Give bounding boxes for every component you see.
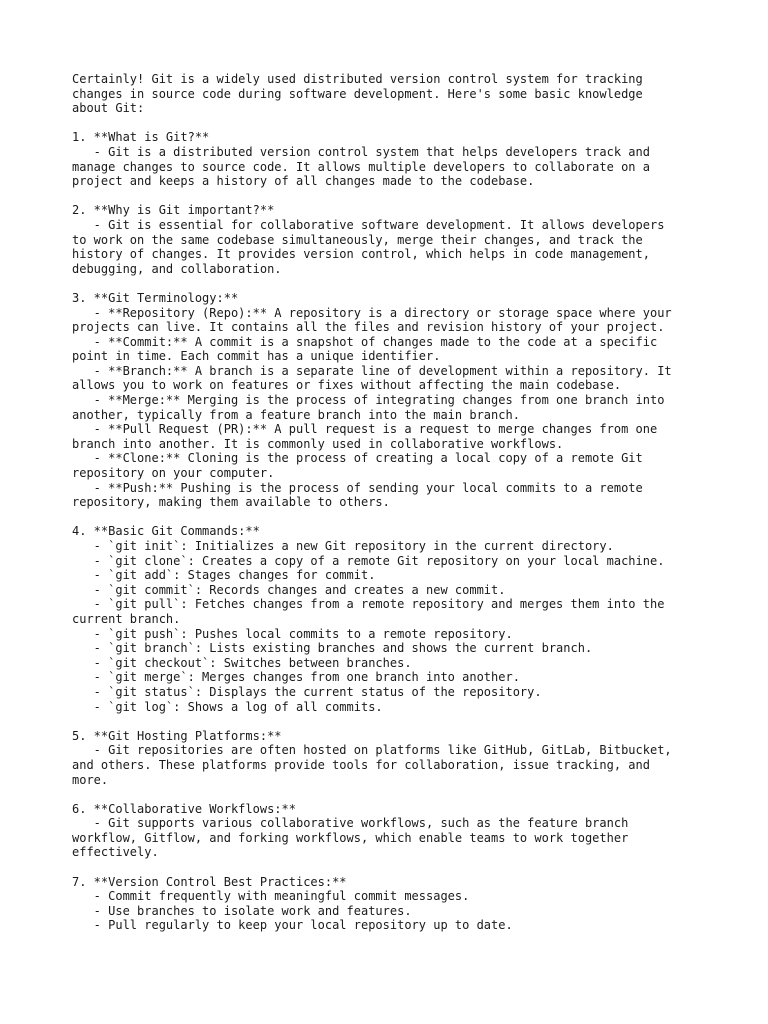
text-line: to work on the same codebase simultaneously, merge their changes, and track the	[72, 232, 643, 247]
text-line: - `git clone`: Creates a copy of a remote Git repository on your local machine.	[72, 553, 665, 568]
text-line: - **Commit:** A commit is a snapshot of changes made to the code at a specific	[72, 334, 658, 349]
blank-line	[72, 860, 712, 875]
blank-line	[72, 714, 712, 729]
text-line: - `git status`: Displays the current status of the repository.	[72, 684, 542, 699]
text-line: - `git merge`: Merges changes from one branch into another.	[72, 670, 520, 685]
text-line: effectively.	[72, 845, 159, 860]
blank-line	[72, 510, 712, 525]
text-line: - `git log`: Shows a log of all commits.	[72, 699, 383, 714]
text-line: - `git checkout`: Switches between branches.	[72, 655, 412, 670]
text-line: - **Clone:** Cloning is the process of creating a local copy of a remote Git	[72, 451, 643, 466]
text-line: - Git repositories are often hosted on platforms like GitHub, GitLab, Bitbucket,	[72, 743, 672, 758]
text-line: 2. **Why is Git important?**	[72, 203, 275, 218]
text-line: manage changes to source code. It allows multiple developers to collaborate on a	[72, 159, 650, 174]
text-line: debugging, and collaboration.	[72, 261, 282, 276]
blank-line	[72, 189, 712, 204]
text-line: - Git is essential for collaborative software development. It allows developers	[72, 217, 665, 232]
text-line: project and keeps a history of all changes made to the codebase.	[72, 174, 535, 189]
text-line: and others. These platforms provide tools for collaboration, issue tracking, and	[72, 757, 650, 772]
blank-line	[72, 116, 712, 131]
text-line: 4. **Basic Git Commands:**	[72, 524, 260, 539]
text-line: 6. **Collaborative Workflows:**	[72, 801, 296, 816]
text-line: 1. **What is Git?**	[72, 130, 210, 145]
text-line: - **Branch:** A branch is a separate line of development within a repository. It	[72, 363, 672, 378]
text-line: - Commit frequently with meaningful commit messages.	[72, 889, 470, 904]
text-line: repository, making them available to others.	[72, 495, 390, 510]
text-line: 5. **Git Hosting Platforms:**	[72, 728, 282, 743]
text-line: - **Pull Request (PR):** A pull request is a request to merge changes from one	[72, 422, 658, 437]
text-line: about Git:	[72, 101, 145, 116]
text-line: - `git commit`: Records changes and creates a new commit.	[72, 582, 506, 597]
text-line: - Git supports various collaborative workflows, such as the feature branch	[72, 816, 629, 831]
text-line: workflow, Gitflow, and forking workflows, which enable teams to work together	[72, 830, 629, 845]
text-line: - **Push:** Pushing is the process of sending your local commits to a remote	[72, 480, 643, 495]
text-line: - `git add`: Stages changes for commit.	[72, 568, 376, 583]
blank-line	[72, 787, 712, 802]
blank-line	[72, 276, 712, 291]
text-line: - **Repository (Repo):** A repository is a directory or storage space where your	[72, 305, 672, 320]
text-line: - `git init`: Initializes a new Git repository in the current directory.	[72, 539, 614, 553]
text-line: history of changes. It provides version control, which helps in code management,	[72, 247, 650, 262]
text-line: repository on your computer.	[72, 466, 275, 481]
text-line: 3. **Git Terminology:**	[72, 290, 239, 305]
text-line: - `git push`: Pushes local commits to a remote repository.	[72, 626, 513, 641]
text-line: 7. **Version Control Best Practices:**	[72, 874, 347, 889]
text-line: branch into another. It is commonly used in collaborative workflows.	[72, 436, 564, 451]
text-line: - Git is a distributed version control system that helps developers track and	[72, 144, 650, 159]
text-line: - `git pull`: Fetches changes from a remote repository and merges them into the	[72, 597, 665, 612]
text-line: - **Merge:** Merging is the process of integrating changes from one branch into	[72, 393, 665, 408]
text-line: changes in source code during software development. Here's some basic knowledge	[72, 86, 643, 101]
text-line: projects can live. It contains all the files and revision history of your project.	[72, 320, 665, 335]
text-line: point in time. Each commit has a unique identifier.	[72, 349, 441, 364]
text-line: more.	[72, 772, 109, 787]
document-body	[72, 72, 712, 933]
text-line: Certainly! Git is a widely used distributed version control system for tracking	[72, 72, 643, 86]
text-line: - Pull regularly to keep your local repository up to date.	[72, 918, 513, 933]
text-line: allows you to work on features or fixes without affecting the main codebase.	[72, 378, 622, 393]
text-line: - `git branch`: Lists existing branches and shows the current branch.	[72, 641, 593, 656]
text-line: another, typically from a feature branch into the main branch.	[72, 407, 520, 422]
text-line: - Use branches to isolate work and features.	[72, 903, 412, 918]
text-line: current branch.	[72, 611, 181, 626]
